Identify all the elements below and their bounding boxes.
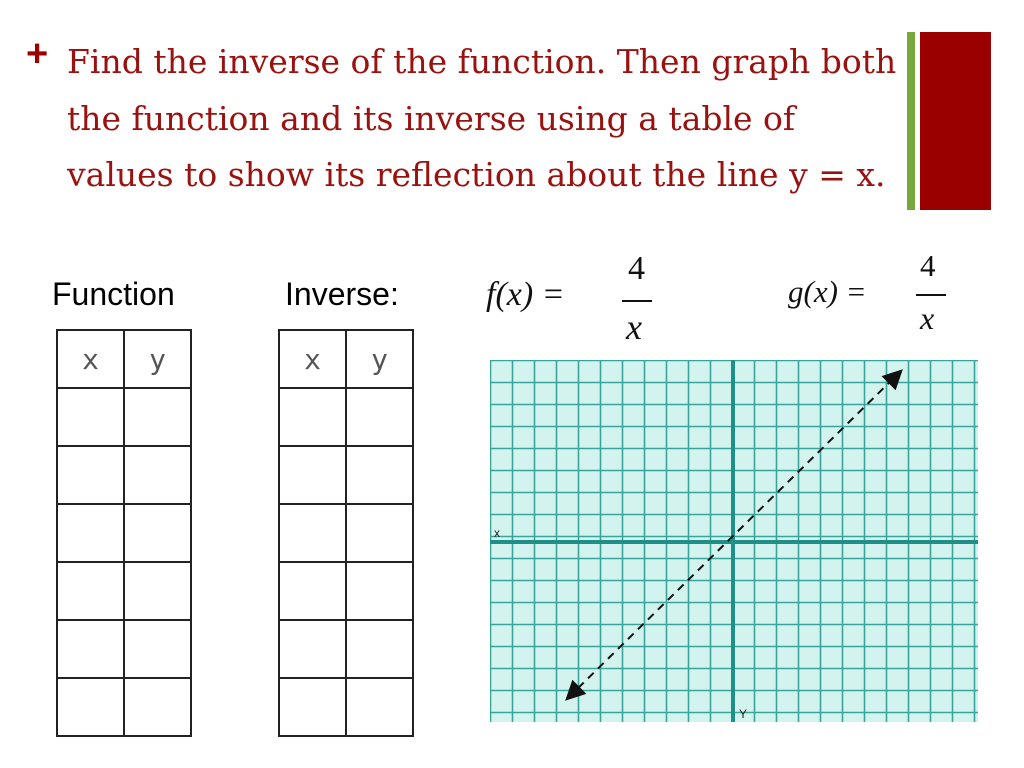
inverse-table [278,329,414,737]
coordinate-grid [490,360,978,722]
inverse-table-header-x: x [279,330,346,388]
inverse-table-row [279,388,413,446]
inverse-formula-denominator: x [920,300,935,336]
function-table-cell-x[interactable] [57,388,124,446]
inverse-table-row [279,504,413,562]
inverse-formula [788,248,968,348]
function-table-cell-y[interactable] [124,446,191,504]
function-formula-denominator: x [626,307,642,347]
function-table-cell-x[interactable] [57,620,124,678]
function-table-cell-x[interactable] [57,562,124,620]
function-table-header-y: y [124,330,191,388]
inverse-table-cell-x[interactable] [279,504,346,562]
accent-bar-green [907,32,915,210]
inverse-fraction-bar [916,294,946,296]
function-table-row [57,678,191,736]
function-table-cell-y[interactable] [124,678,191,736]
function-formula [486,252,686,362]
inverse-table-cell-y[interactable] [346,562,413,620]
function-table-row [57,504,191,562]
function-table-cell-y[interactable] [124,504,191,562]
function-table-cell-x[interactable] [57,504,124,562]
function-table-cell-x[interactable] [57,446,124,504]
inverse-table-cell-x[interactable] [279,620,346,678]
function-table-header-x: x [57,330,124,388]
inverse-table-cell-y[interactable] [346,388,413,446]
function-formula-numerator: 4 [628,250,645,287]
inverse-formula-lhs: g(x) = [788,274,867,309]
function-table-row [57,562,191,620]
instruction-text: Find the inverse of the function. Then graph both the function and its inverse using a table of values to show its reflection about the line y = x. [67,42,897,194]
inverse-table-cell-y[interactable] [346,446,413,504]
inverse-table-cell-y[interactable] [346,504,413,562]
inverse-formula-numerator: 4 [920,248,936,283]
accent-bar-red [920,32,991,210]
function-table-header-row [57,330,191,388]
inverse-label: Inverse: [285,276,399,312]
function-fraction-bar [622,300,652,302]
inverse-table-cell-x[interactable] [279,446,346,504]
function-table-cell-y[interactable] [124,620,191,678]
plus-bullet-icon: + [26,33,49,75]
function-table-cell-y[interactable] [124,562,191,620]
inverse-table-row [279,446,413,504]
function-table-row [57,446,191,504]
function-formula-lhs: f(x) = [486,276,565,313]
function-table [56,329,192,737]
x-axis-label: x [494,526,500,540]
inverse-table-header-y: y [346,330,413,388]
inverse-table-row [279,562,413,620]
y-axis-label: Y [739,707,748,721]
inverse-table-cell-y[interactable] [346,678,413,736]
inverse-table-cell-x[interactable] [279,562,346,620]
inverse-table-row [279,620,413,678]
function-table-row [57,620,191,678]
inverse-table-cell-x[interactable] [279,678,346,736]
function-table-row [57,388,191,446]
inverse-table-cell-y[interactable] [346,620,413,678]
inverse-table-header-row [279,330,413,388]
inverse-table-cell-x[interactable] [279,388,346,446]
inverse-table-row [279,678,413,736]
function-label: Function [52,276,175,312]
function-table-cell-y[interactable] [124,388,191,446]
function-table-cell-x[interactable] [57,678,124,736]
